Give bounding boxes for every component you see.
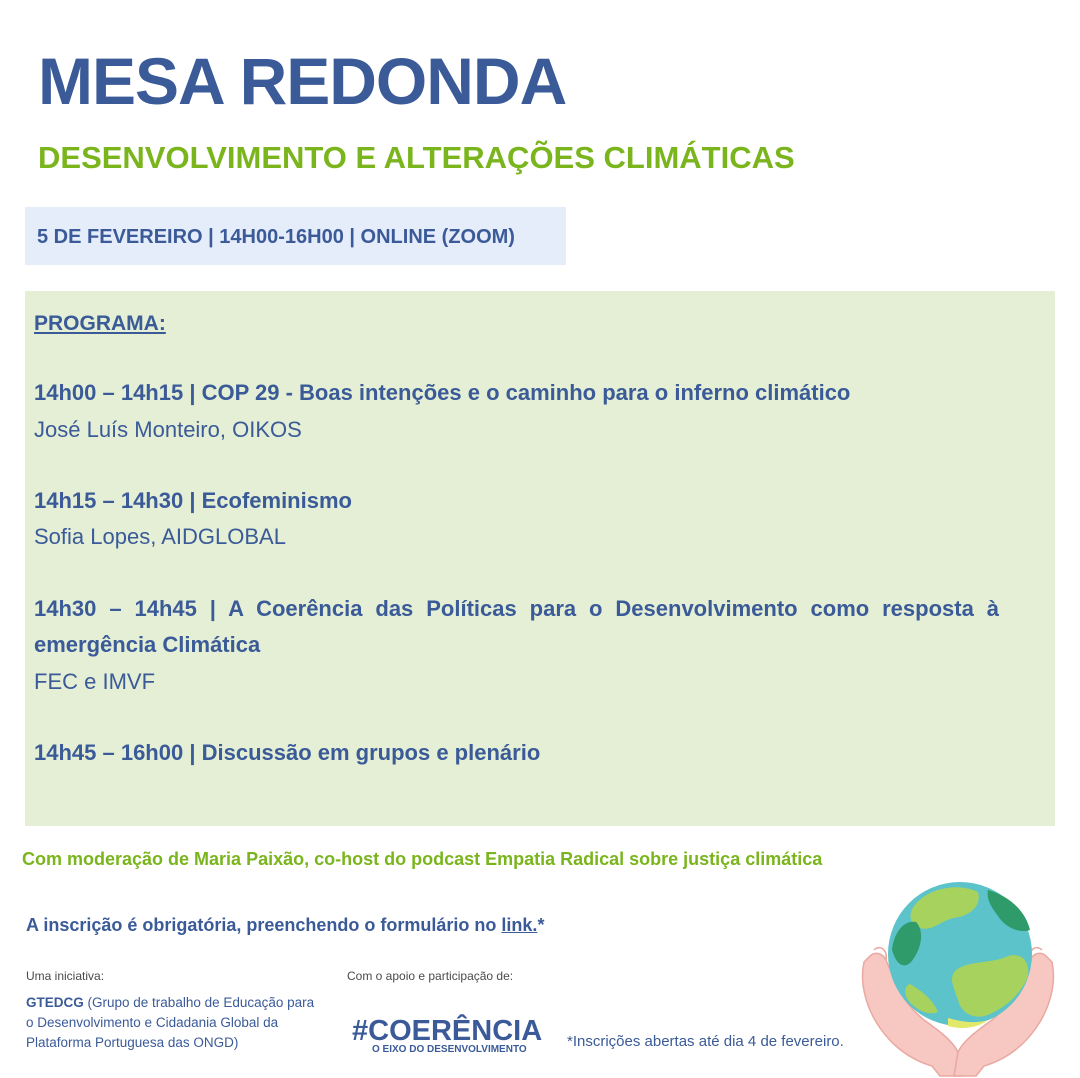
page-title: MESA REDONDA xyxy=(38,44,567,118)
footnote: *Inscrições abertas até dia 4 de fevereiro. xyxy=(567,1033,844,1050)
program-item-title: 14h30 – 14h45 | A Coerência das Políticas para o Desenvolvimento como resposta à emergência Climática xyxy=(34,596,999,657)
initiative-org-description: (Grupo de trabalho de Educação para o Desenvolvimento e Cidadania Global da Plataforma Portuguesa das ONGD) xyxy=(26,995,315,1050)
initiative-org-acronym: GTEDCG xyxy=(26,995,84,1010)
coerencia-logo-sub: O EIXO DO DESENVOLVIMENTO xyxy=(372,1044,527,1054)
page-subtitle: DESENVOLVIMENTO E ALTERAÇÕES CLIMÁTICAS xyxy=(38,140,795,175)
program-item-speaker: José Luís Monteiro, OIKOS xyxy=(34,417,302,442)
program-item-title: 14h15 – 14h30 | Ecofeminismo xyxy=(34,488,352,513)
program-item-title: 14h45 – 16h00 | Discussão em grupos e plenário xyxy=(34,740,541,765)
registration-note xyxy=(26,915,544,936)
program-item-title: 14h00 – 14h15 | COP 29 - Boas intenções e o caminho para o inferno climático xyxy=(34,380,851,405)
coerencia-logo-main: #COERÊNCIA xyxy=(352,1015,542,1047)
coerencia-logo xyxy=(352,1010,542,1054)
program-item-speaker: Sofia Lopes, AIDGLOBAL xyxy=(34,524,286,549)
program-panel xyxy=(25,291,1055,826)
event-info-bar: 5 DE FEVEREIRO | 14H00-16H00 | ONLINE (ZOOM) xyxy=(25,207,566,265)
program-item-speaker: FEC e IMVF xyxy=(34,669,156,694)
registration-suffix: * xyxy=(537,915,545,935)
initiative-label: Uma iniciativa: xyxy=(26,969,105,983)
program-heading: PROGRAMA: xyxy=(34,312,166,335)
registration-link[interactable]: link. xyxy=(501,915,538,935)
support-label: Com o apoio e participação de: xyxy=(347,969,514,983)
moderation-note: Com moderação de Maria Paixão, co-host do podcast Empatia Radical sobre justiça climática xyxy=(22,849,823,869)
registration-text: A inscrição é obrigatória, preenchendo o formulário no xyxy=(26,915,502,935)
globe-in-hands-icon xyxy=(858,880,1058,1078)
initiative-org xyxy=(26,993,316,1053)
